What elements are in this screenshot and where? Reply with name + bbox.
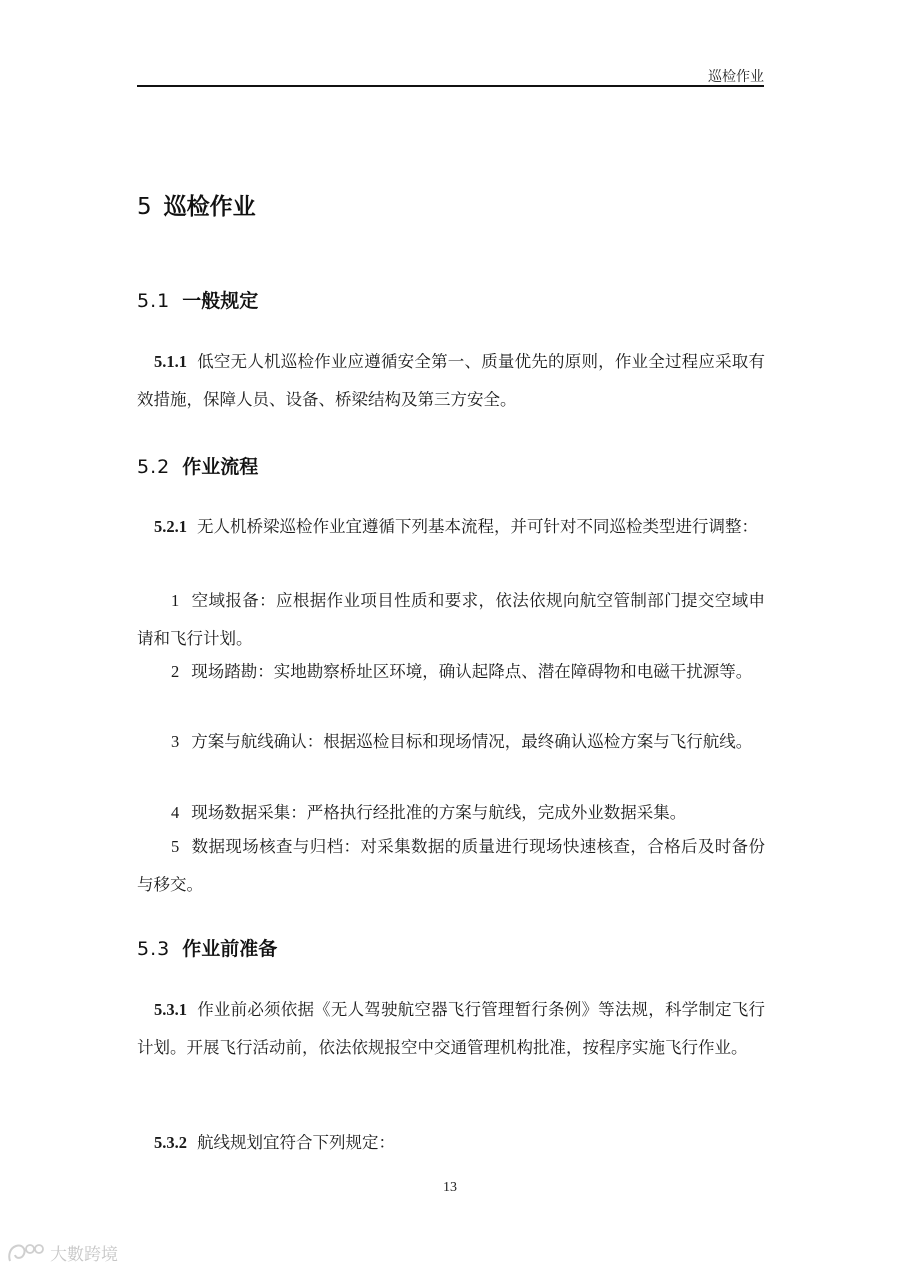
item-text: 数据现场核查与归档：对采集数据的质量进行现场快速核查，合格后及时备份与移交。 <box>137 837 765 894</box>
watermark <box>6 1240 118 1265</box>
section-title: 作业流程 <box>182 456 259 478</box>
section-number: 5.3 <box>137 938 171 960</box>
clause-5-3-1 <box>137 991 765 1067</box>
clause-text: 航线规划宜符合下列规定： <box>197 1133 395 1152</box>
flow-item-3 <box>137 723 765 761</box>
clause-5-3-2 <box>137 1124 765 1162</box>
flow-item-5 <box>137 828 765 904</box>
section-number: 5.1 <box>137 290 171 312</box>
running-header: 巡检作业 <box>708 69 764 85</box>
clause-text: 低空无人机巡检作业应遵循安全第一、质量优先的原则，作业全过程应采取有效措施，保障人员、设备、桥梁结构及第三方安全。 <box>137 352 765 409</box>
flow-item-1 <box>137 582 765 658</box>
clause-5-2-1 <box>137 508 765 546</box>
item-number: 2 <box>171 662 180 681</box>
item-text: 空域报备：应根据作业项目性质和要求，依法依规向航空管制部门提交空域申请和飞行计划。 <box>137 591 765 648</box>
item-text: 方案与航线确认：根据巡检目标和现场情况，最终确认巡检方案与飞行航线。 <box>191 732 753 751</box>
section-heading-5-1 <box>137 286 258 313</box>
flow-item-4 <box>137 794 765 832</box>
item-number: 3 <box>171 732 180 751</box>
item-number: 4 <box>171 803 180 822</box>
item-number: 5 <box>171 837 180 856</box>
clause-text: 无人机桥梁巡检作业宜遵循下列基本流程，并可针对不同巡检类型进行调整： <box>197 517 758 536</box>
section-title: 一般规定 <box>182 290 259 312</box>
clause-5-1-1 <box>137 343 765 419</box>
section-heading-5-2 <box>137 452 258 479</box>
section-heading-5-3 <box>137 934 277 961</box>
clause-number: 5.1.1 <box>154 352 187 371</box>
clause-number: 5.3.2 <box>154 1133 187 1152</box>
clause-text: 作业前必须依据《无人驾驶航空器飞行管理暂行条例》等法规，科学制定飞行计划。开展飞行活动前，依法依规报空中交通管理机构批准，按程序实施飞行作业。 <box>137 1000 765 1057</box>
section-number: 5.2 <box>137 456 171 478</box>
clause-number: 5.2.1 <box>154 517 187 536</box>
item-text: 现场踏勘：实地勘察桥址区环境，确认起降点、潜在障碍物和电磁干扰源等。 <box>191 662 753 681</box>
chapter-heading <box>137 188 256 221</box>
clause-number: 5.3.1 <box>154 1000 187 1019</box>
watermark-logo-icon <box>6 1241 46 1265</box>
section-title: 作业前准备 <box>182 938 278 960</box>
item-text: 现场数据采集：严格执行经批准的方案与航线，完成外业数据采集。 <box>191 803 687 822</box>
item-number: 1 <box>171 591 180 610</box>
watermark-text: 大數跨境 <box>50 1245 118 1265</box>
header-rule <box>137 85 764 87</box>
page-number: 13 <box>443 1180 457 1195</box>
flow-item-2 <box>137 653 765 691</box>
chapter-title: 巡检作业 <box>163 194 256 220</box>
chapter-number: 5 <box>137 194 152 220</box>
